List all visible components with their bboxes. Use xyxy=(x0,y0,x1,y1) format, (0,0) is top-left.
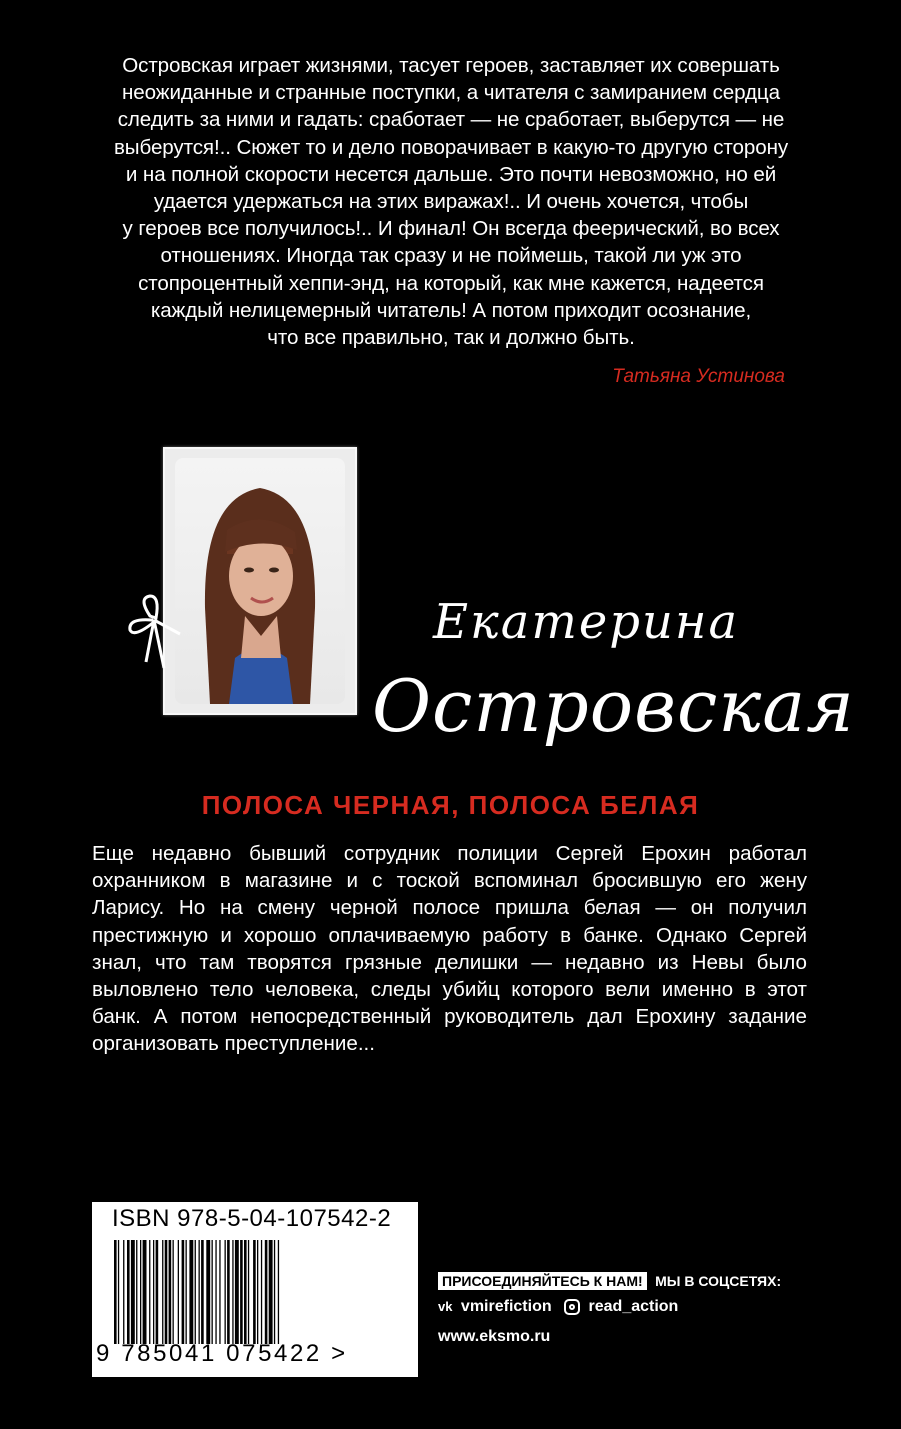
review-quote xyxy=(70,52,832,351)
instagram-icon xyxy=(564,1299,580,1315)
author-first-name: Екатерина xyxy=(433,594,740,650)
quote-line: Островская играет жизнями, тасует героев, заставляет их совершать xyxy=(122,54,780,77)
quote-line: неожиданные и странные поступки, а читателя с замиранием сердца xyxy=(122,81,780,105)
website-link[interactable]: www.eksmo.ru xyxy=(438,1328,551,1345)
quote-line: и на полной скорости несется дальше. Это почти невозможно, но ей xyxy=(125,162,777,186)
join-us-label: ПРИСОЕДИНЯЙТЕСЬ К НАМ! xyxy=(438,1272,647,1290)
instagram-link[interactable]: read_action xyxy=(588,1298,679,1315)
quote-line: что все правильно, так и должно быть. xyxy=(267,326,635,350)
author-last-name: Островская xyxy=(372,664,855,748)
book-title: ПОЛОСА ЧЕРНАЯ, ПОЛОСА БЕЛАЯ xyxy=(201,790,700,820)
author-photo xyxy=(175,458,345,704)
we-in-social-label: МЫ В СОЦСЕТЯХ: xyxy=(655,1273,782,1289)
isbn-number: ISBN 978-5-04-107542-2 xyxy=(112,1205,392,1232)
quote-line: отношениях. Иногда так сразу и не поймешь, такой ли уж это xyxy=(160,244,742,268)
barcode-image xyxy=(112,1240,399,1344)
quote-line: следить за ними и гадать: сработает — не сработает, выберутся — не xyxy=(117,108,785,132)
vk-link[interactable]: vmirefiction xyxy=(460,1298,552,1315)
author-photo-frame xyxy=(163,447,357,715)
quote-line: выберутся!.. Сюжет то и дело поворачивает в какую-то другую сторону xyxy=(113,135,789,159)
author-portrait xyxy=(175,458,345,704)
social-links xyxy=(438,1298,678,1316)
quote-line: удается удержаться на этих виражах!.. И очень хочется, чтобы xyxy=(153,190,749,214)
quote-line: стопроцентный хеппи-энд, на который, как мне кажется, надеется xyxy=(138,271,764,295)
blurb-text: Еще недавно бывший сотрудник полиции Сергей Ерохин работал охранником в магазине и с тоской вспоминал бросившую его жену Ларису. Но на смену черной полосе пришла белая — он получил престижную и хорошо оплачиваемую работу в банке. Однако Сергей знал, что там творятся грязные делишки — недавно из Невы было выловлено тело человека, следы убийц которого вели именно в этот банк. А потом непосредственный руководитель дал Ерохину задание организовать преступление... xyxy=(92,842,807,1056)
barcode-box xyxy=(92,1202,418,1377)
ribbon-bow-icon xyxy=(120,590,200,670)
social-block xyxy=(438,1272,782,1345)
barcode-digits: 9 785041 075422 > xyxy=(96,1340,348,1367)
vk-icon: vk xyxy=(438,1299,453,1315)
quote-line: каждый нелицемерный читатель! А потом приходит осознание, xyxy=(150,298,752,322)
quote-line: у героев все получилось!.. И финал! Он всегда феерический, во всех xyxy=(122,217,780,241)
book-blurb xyxy=(92,840,807,1058)
quote-author: Татьяна Устинова xyxy=(612,366,785,387)
